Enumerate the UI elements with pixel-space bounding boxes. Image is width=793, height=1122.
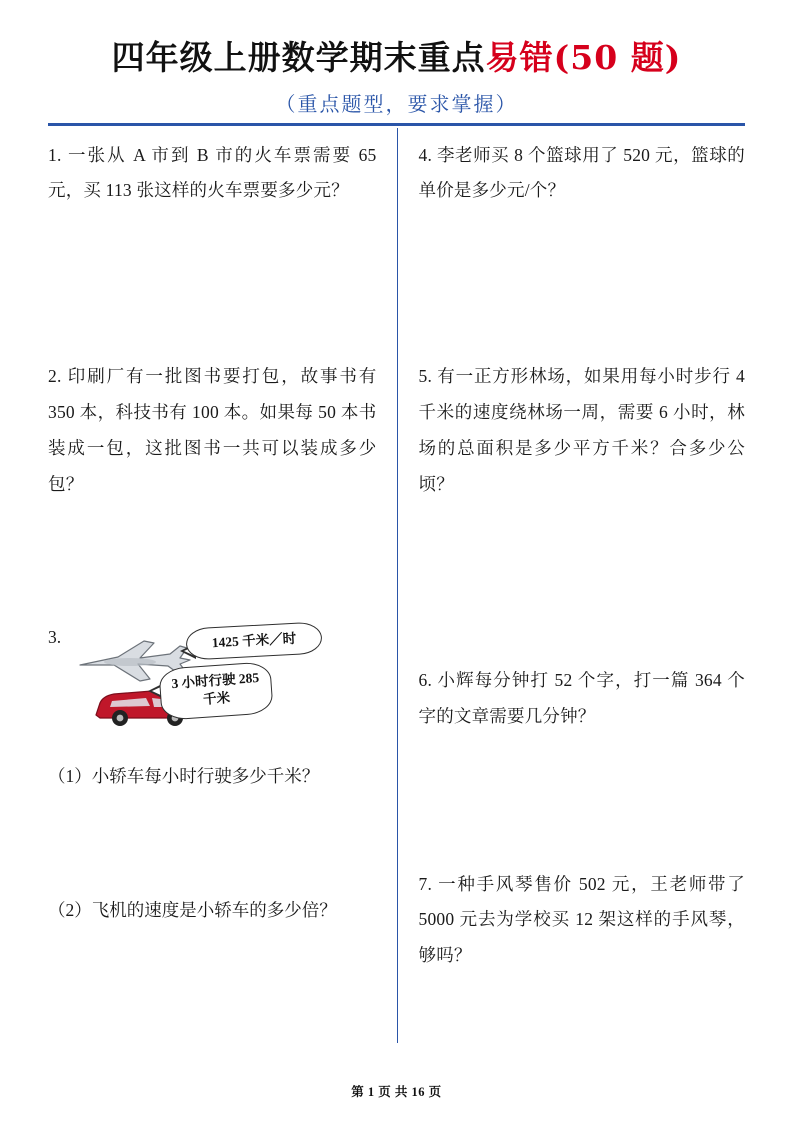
question-7: 7. 一种手风琴售价 502 元，王老师带了 5000 元去为学校买 12 架这样的手风琴，够吗？ xyxy=(418,873,745,966)
page-title-black: 四年级上册数学期末重点 xyxy=(111,38,486,77)
question-6: 6. 小辉每分钟打 52 个字，打一篇 364 个字的文章需要几分钟？ xyxy=(418,669,745,726)
question-3-sub-1: （1）小轿车每小时行驶多少千米？ xyxy=(48,765,320,786)
question-1: 1. 一张从 A 市到 B 市的火车票需要 65 元，买 113 张这样的火车票要多少元？ xyxy=(48,144,377,201)
question-2: 2. 印刷厂有一批图书要打包，故事书有 350 本，科技书有 100 本。如果每 50 本书装成一包，这批图书一共可以装成多少包？ xyxy=(48,366,377,494)
car-speed-bubble: 3 小时行驶 285 千米 xyxy=(158,661,273,721)
question-5: 5. 有一正方形林场，如果用每小时步行 4 千米的速度绕林场一周，需要 6 小时，林场的总面积是多少平方千米？合多少公顷？ xyxy=(418,366,745,494)
vehicles-illustration xyxy=(74,621,374,739)
question-3-label: 3. xyxy=(48,626,62,647)
question-3-sub-2: （2）飞机的速度是小轿车的多少倍？ xyxy=(48,899,337,920)
left-column xyxy=(48,126,397,1061)
question-columns xyxy=(48,126,745,1061)
page-subtitle: （重点题型，要求掌握） xyxy=(275,93,518,116)
question-4: 4. 李老师买 8 个篮球用了 520 元，篮球的单价是多少元/个？ xyxy=(418,144,745,201)
page-title xyxy=(48,38,745,78)
page-title-red: 易错(50 题) xyxy=(485,38,682,77)
column-divider xyxy=(397,128,398,1043)
plane-speed-bubble: 1425 千米／时 xyxy=(185,621,322,660)
page-footer: 第 1 页 共 16 页 xyxy=(351,1085,442,1099)
right-column xyxy=(397,126,746,1061)
question-3-figure xyxy=(48,621,377,741)
